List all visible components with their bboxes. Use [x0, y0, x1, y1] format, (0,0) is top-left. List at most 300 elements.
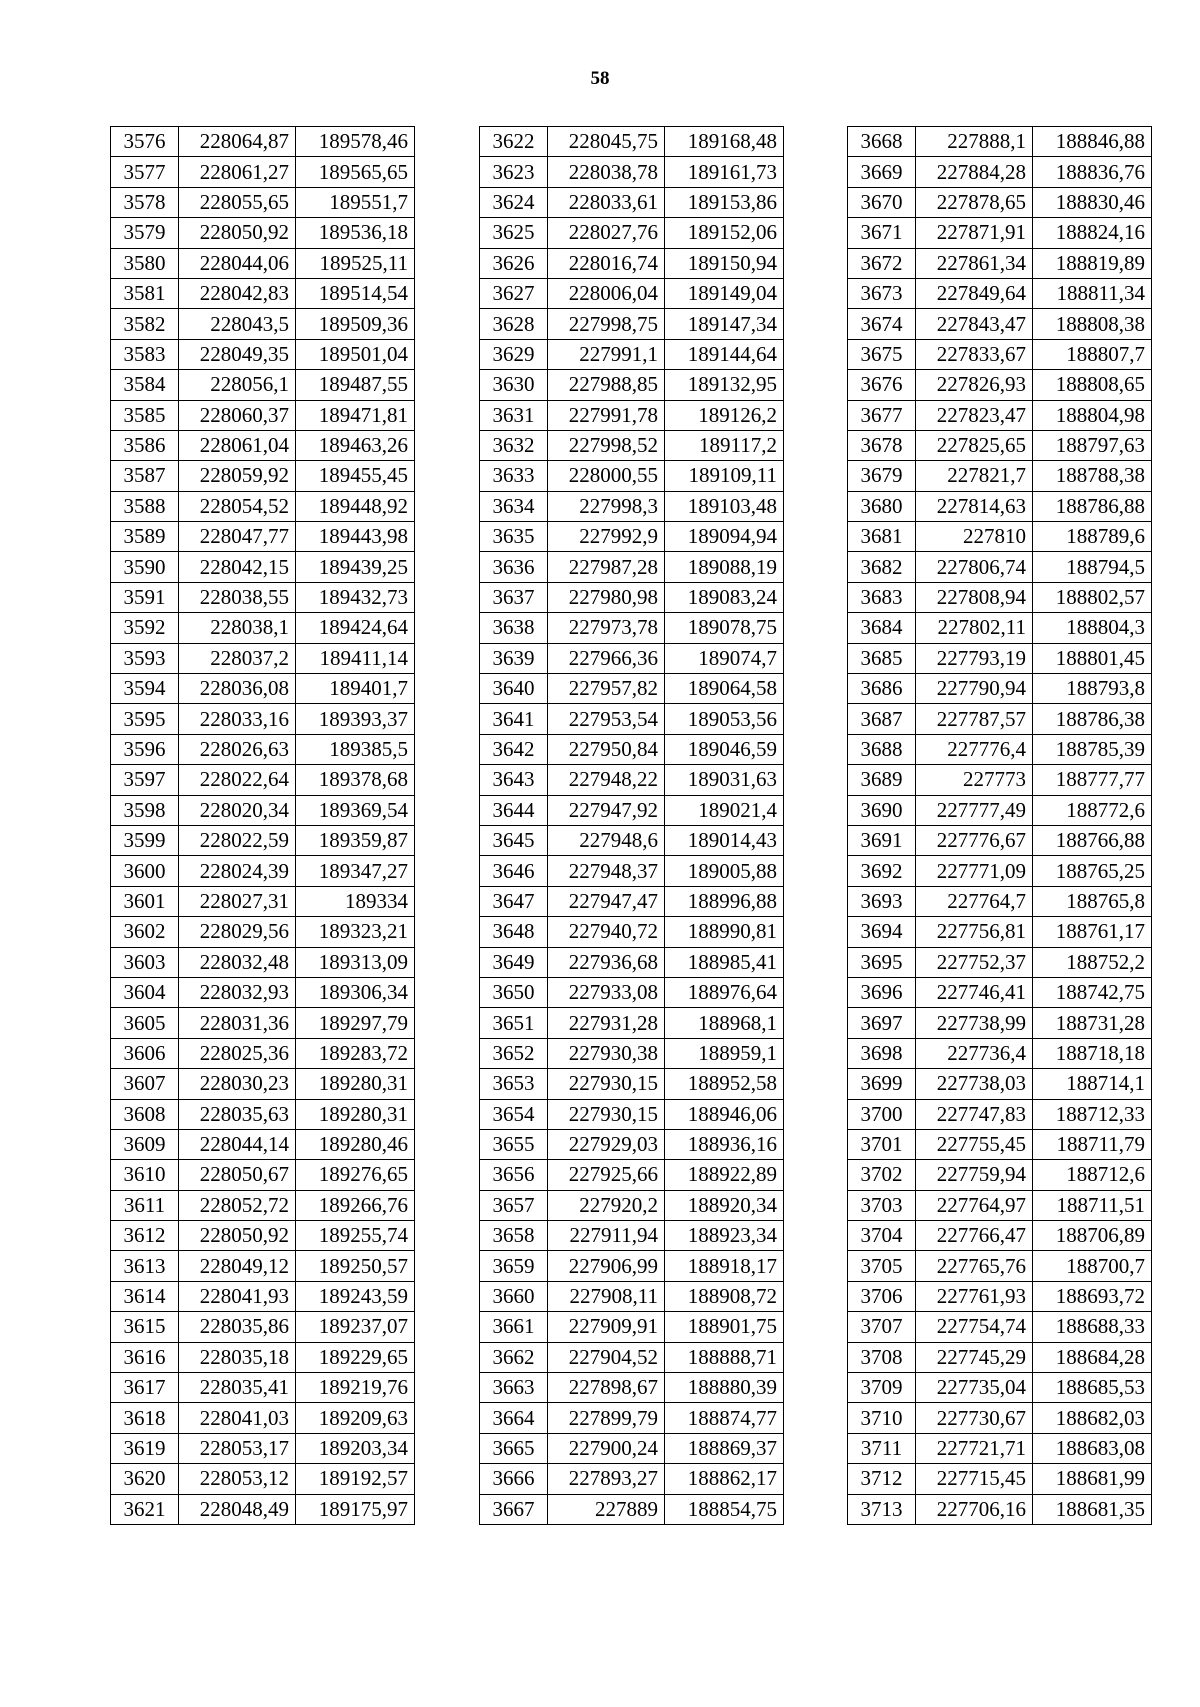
table-row: [480, 1099, 784, 1129]
table-row: [480, 157, 784, 187]
y-coordinate-cell: 188794,5: [1033, 552, 1152, 582]
y-coordinate-cell: 189083,24: [665, 582, 784, 612]
table-row: [111, 825, 415, 855]
x-coordinate-cell: 227823,47: [916, 400, 1033, 430]
table-row: [111, 1251, 415, 1281]
y-coordinate-cell: 188946,06: [665, 1099, 784, 1129]
y-coordinate-cell: 189455,45: [296, 461, 415, 491]
point-number-cell: 3667: [480, 1494, 548, 1524]
point-number-cell: 3708: [848, 1342, 916, 1372]
table-row: [848, 917, 1152, 947]
y-coordinate-cell: 188711,51: [1033, 1190, 1152, 1220]
table-row: [111, 1008, 415, 1038]
x-coordinate-cell: 227948,6: [548, 825, 665, 855]
table-row: [480, 218, 784, 248]
table-row: [848, 582, 1152, 612]
x-coordinate-cell: 227884,28: [916, 157, 1033, 187]
table-row: [848, 643, 1152, 673]
table-row: [480, 1221, 784, 1251]
table-row: [111, 582, 415, 612]
table-row: [848, 461, 1152, 491]
y-coordinate-cell: 188761,17: [1033, 917, 1152, 947]
y-coordinate-cell: 189378,68: [296, 765, 415, 795]
point-number-cell: 3674: [848, 309, 916, 339]
point-number-cell: 3700: [848, 1099, 916, 1129]
table-row: [480, 1342, 784, 1372]
table-row: [848, 765, 1152, 795]
y-coordinate-cell: 188976,64: [665, 977, 784, 1007]
point-number-cell: 3618: [111, 1403, 179, 1433]
point-number-cell: 3620: [111, 1464, 179, 1494]
x-coordinate-cell: 228032,48: [179, 947, 296, 977]
x-coordinate-cell: 228061,04: [179, 430, 296, 460]
table-row: [111, 704, 415, 734]
table-row: [111, 127, 415, 157]
x-coordinate-cell: 227973,78: [548, 613, 665, 643]
point-number-cell: 3660: [480, 1281, 548, 1311]
y-coordinate-cell: 188880,39: [665, 1373, 784, 1403]
point-number-cell: 3586: [111, 430, 179, 460]
y-coordinate-cell: 189463,26: [296, 430, 415, 460]
y-coordinate-cell: 189094,94: [665, 522, 784, 552]
x-coordinate-cell: 228053,12: [179, 1464, 296, 1494]
point-number-cell: 3669: [848, 157, 916, 187]
y-coordinate-cell: 189150,94: [665, 248, 784, 278]
y-coordinate-cell: 188789,6: [1033, 522, 1152, 552]
point-number-cell: 3638: [480, 613, 548, 643]
point-number-cell: 3661: [480, 1312, 548, 1342]
point-number-cell: 3610: [111, 1160, 179, 1190]
point-number-cell: 3679: [848, 461, 916, 491]
table-row: [111, 370, 415, 400]
point-number-cell: 3702: [848, 1160, 916, 1190]
y-coordinate-cell: 189297,79: [296, 1008, 415, 1038]
x-coordinate-cell: 227814,63: [916, 491, 1033, 521]
point-number-cell: 3627: [480, 278, 548, 308]
x-coordinate-cell: 227920,2: [548, 1190, 665, 1220]
x-coordinate-cell: 227849,64: [916, 278, 1033, 308]
point-number-cell: 3637: [480, 582, 548, 612]
table-row: [480, 765, 784, 795]
y-coordinate-cell: 188685,53: [1033, 1373, 1152, 1403]
y-coordinate-cell: 188804,3: [1033, 613, 1152, 643]
y-coordinate-cell: 189323,21: [296, 917, 415, 947]
table-row: [848, 127, 1152, 157]
point-number-cell: 3665: [480, 1433, 548, 1463]
table-row: [480, 187, 784, 217]
table-row: [480, 278, 784, 308]
x-coordinate-cell: 227745,29: [916, 1342, 1033, 1372]
x-coordinate-cell: 227987,28: [548, 552, 665, 582]
x-coordinate-cell: 228045,75: [548, 127, 665, 157]
coordinates-table-2: [479, 126, 784, 1525]
x-coordinate-cell: 227756,81: [916, 917, 1033, 947]
point-number-cell: 3691: [848, 825, 916, 855]
table-row: [111, 1494, 415, 1524]
point-number-cell: 3678: [848, 430, 916, 460]
x-coordinate-cell: 227947,92: [548, 795, 665, 825]
table-row: [480, 1373, 784, 1403]
x-coordinate-cell: 227833,67: [916, 339, 1033, 369]
point-number-cell: 3592: [111, 613, 179, 643]
x-coordinate-cell: 227790,94: [916, 674, 1033, 704]
table-row: [111, 613, 415, 643]
point-number-cell: 3704: [848, 1221, 916, 1251]
coordinates-table-1: [110, 126, 415, 1525]
y-coordinate-cell: 189175,97: [296, 1494, 415, 1524]
x-coordinate-cell: 227888,1: [916, 127, 1033, 157]
table-row: [848, 1433, 1152, 1463]
table-row: [480, 1403, 784, 1433]
table-row: [848, 1221, 1152, 1251]
table-row: [480, 856, 784, 886]
table-row: [848, 825, 1152, 855]
x-coordinate-cell: 228035,41: [179, 1373, 296, 1403]
x-coordinate-cell: 228049,35: [179, 339, 296, 369]
table-row: [848, 1403, 1152, 1433]
point-number-cell: 3623: [480, 157, 548, 187]
x-coordinate-cell: 228041,93: [179, 1281, 296, 1311]
y-coordinate-cell: 188681,35: [1033, 1494, 1152, 1524]
y-coordinate-cell: 189255,74: [296, 1221, 415, 1251]
point-number-cell: 3662: [480, 1342, 548, 1372]
y-coordinate-cell: 188683,08: [1033, 1433, 1152, 1463]
point-number-cell: 3653: [480, 1069, 548, 1099]
point-number-cell: 3603: [111, 947, 179, 977]
x-coordinate-cell: 227889: [548, 1494, 665, 1524]
y-coordinate-cell: 189053,56: [665, 704, 784, 734]
x-coordinate-cell: 227893,27: [548, 1464, 665, 1494]
point-number-cell: 3672: [848, 248, 916, 278]
table-row: [480, 127, 784, 157]
table-row: [848, 1464, 1152, 1494]
x-coordinate-cell: 228022,59: [179, 825, 296, 855]
y-coordinate-cell: 189064,58: [665, 674, 784, 704]
point-number-cell: 3683: [848, 582, 916, 612]
y-coordinate-cell: 189347,27: [296, 856, 415, 886]
y-coordinate-cell: 188811,34: [1033, 278, 1152, 308]
table-row: [480, 1008, 784, 1038]
point-number-cell: 3619: [111, 1433, 179, 1463]
x-coordinate-cell: 228035,86: [179, 1312, 296, 1342]
x-coordinate-cell: 228050,92: [179, 218, 296, 248]
point-number-cell: 3711: [848, 1433, 916, 1463]
table-row: [848, 339, 1152, 369]
y-coordinate-cell: 189283,72: [296, 1038, 415, 1068]
table-row: [111, 1342, 415, 1372]
point-number-cell: 3602: [111, 917, 179, 947]
table-row: [848, 1373, 1152, 1403]
y-coordinate-cell: 189266,76: [296, 1190, 415, 1220]
table-row: [480, 674, 784, 704]
x-coordinate-cell: 227998,75: [548, 309, 665, 339]
y-coordinate-cell: 189132,95: [665, 370, 784, 400]
table-row: [848, 734, 1152, 764]
y-coordinate-cell: 189280,31: [296, 1069, 415, 1099]
x-coordinate-cell: 228024,39: [179, 856, 296, 886]
y-coordinate-cell: 188808,65: [1033, 370, 1152, 400]
x-coordinate-cell: 228038,55: [179, 582, 296, 612]
point-number-cell: 3656: [480, 1160, 548, 1190]
y-coordinate-cell: 189243,59: [296, 1281, 415, 1311]
table-row: [848, 886, 1152, 916]
table-row: [848, 278, 1152, 308]
point-number-cell: 3600: [111, 856, 179, 886]
point-number-cell: 3687: [848, 704, 916, 734]
table-row: [111, 1312, 415, 1342]
point-number-cell: 3611: [111, 1190, 179, 1220]
table-row: [848, 1251, 1152, 1281]
y-coordinate-cell: 188819,89: [1033, 248, 1152, 278]
x-coordinate-cell: 228026,63: [179, 734, 296, 764]
table-row: [111, 309, 415, 339]
x-coordinate-cell: 227988,85: [548, 370, 665, 400]
y-coordinate-cell: 189203,34: [296, 1433, 415, 1463]
y-coordinate-cell: 189565,65: [296, 157, 415, 187]
y-coordinate-cell: 188854,75: [665, 1494, 784, 1524]
y-coordinate-cell: 189161,73: [665, 157, 784, 187]
table-row: [848, 1281, 1152, 1311]
x-coordinate-cell: 227738,99: [916, 1008, 1033, 1038]
y-coordinate-cell: 189168,48: [665, 127, 784, 157]
y-coordinate-cell: 188862,17: [665, 1464, 784, 1494]
x-coordinate-cell: 227736,4: [916, 1038, 1033, 1068]
point-number-cell: 3709: [848, 1373, 916, 1403]
x-coordinate-cell: 228059,92: [179, 461, 296, 491]
x-coordinate-cell: 227825,65: [916, 430, 1033, 460]
y-coordinate-cell: 189103,48: [665, 491, 784, 521]
y-coordinate-cell: 189525,11: [296, 248, 415, 278]
y-coordinate-cell: 189401,7: [296, 674, 415, 704]
y-coordinate-cell: 188765,8: [1033, 886, 1152, 916]
y-coordinate-cell: 188888,71: [665, 1342, 784, 1372]
point-number-cell: 3643: [480, 765, 548, 795]
x-coordinate-cell: 228033,61: [548, 187, 665, 217]
table-row: [480, 734, 784, 764]
y-coordinate-cell: 188959,1: [665, 1038, 784, 1068]
x-coordinate-cell: 227761,93: [916, 1281, 1033, 1311]
table-row: [111, 977, 415, 1007]
x-coordinate-cell: 228047,77: [179, 522, 296, 552]
y-coordinate-cell: 188874,77: [665, 1403, 784, 1433]
y-coordinate-cell: 189078,75: [665, 613, 784, 643]
point-number-cell: 3585: [111, 400, 179, 430]
y-coordinate-cell: 188804,98: [1033, 400, 1152, 430]
y-coordinate-cell: 188936,16: [665, 1129, 784, 1159]
x-coordinate-cell: 228030,23: [179, 1069, 296, 1099]
y-coordinate-cell: 189144,64: [665, 339, 784, 369]
y-coordinate-cell: 188718,18: [1033, 1038, 1152, 1068]
y-coordinate-cell: 189147,34: [665, 309, 784, 339]
point-number-cell: 3689: [848, 765, 916, 795]
point-number-cell: 3692: [848, 856, 916, 886]
table-row: [480, 1281, 784, 1311]
y-coordinate-cell: 188712,6: [1033, 1160, 1152, 1190]
x-coordinate-cell: 228000,55: [548, 461, 665, 491]
y-coordinate-cell: 189578,46: [296, 127, 415, 157]
y-coordinate-cell: 188923,34: [665, 1221, 784, 1251]
y-coordinate-cell: 189487,55: [296, 370, 415, 400]
y-coordinate-cell: 188700,7: [1033, 1251, 1152, 1281]
table-row: [111, 1129, 415, 1159]
x-coordinate-cell: 227957,82: [548, 674, 665, 704]
point-number-cell: 3648: [480, 917, 548, 947]
table-row: [111, 1069, 415, 1099]
x-coordinate-cell: 228035,63: [179, 1099, 296, 1129]
x-coordinate-cell: 227906,99: [548, 1251, 665, 1281]
point-number-cell: 3609: [111, 1129, 179, 1159]
table-row: [111, 886, 415, 916]
point-number-cell: 3647: [480, 886, 548, 916]
coordinates-table-3: [847, 126, 1152, 1525]
x-coordinate-cell: 228037,2: [179, 643, 296, 673]
y-coordinate-cell: 188996,88: [665, 886, 784, 916]
x-coordinate-cell: 228052,72: [179, 1190, 296, 1220]
x-coordinate-cell: 228031,36: [179, 1008, 296, 1038]
table-row: [848, 1069, 1152, 1099]
y-coordinate-cell: 189046,59: [665, 734, 784, 764]
x-coordinate-cell: 227911,94: [548, 1221, 665, 1251]
y-coordinate-cell: 188693,72: [1033, 1281, 1152, 1311]
y-coordinate-cell: 189074,7: [665, 643, 784, 673]
table-row: [480, 522, 784, 552]
x-coordinate-cell: 227754,74: [916, 1312, 1033, 1342]
point-number-cell: 3641: [480, 704, 548, 734]
point-number-cell: 3606: [111, 1038, 179, 1068]
x-coordinate-cell: 227802,11: [916, 613, 1033, 643]
y-coordinate-cell: 189237,07: [296, 1312, 415, 1342]
y-coordinate-cell: 189117,2: [665, 430, 784, 460]
point-number-cell: 3654: [480, 1099, 548, 1129]
point-number-cell: 3649: [480, 947, 548, 977]
table-row: [480, 1190, 784, 1220]
x-coordinate-cell: 227721,71: [916, 1433, 1033, 1463]
point-number-cell: 3621: [111, 1494, 179, 1524]
x-coordinate-cell: 227966,36: [548, 643, 665, 673]
point-number-cell: 3712: [848, 1464, 916, 1494]
table-row: [111, 795, 415, 825]
x-coordinate-cell: 227948,22: [548, 765, 665, 795]
x-coordinate-cell: 227735,04: [916, 1373, 1033, 1403]
point-number-cell: 3584: [111, 370, 179, 400]
point-number-cell: 3593: [111, 643, 179, 673]
point-number-cell: 3582: [111, 309, 179, 339]
table-row: [480, 1433, 784, 1463]
table-row: [111, 400, 415, 430]
y-coordinate-cell: 188786,88: [1033, 491, 1152, 521]
point-number-cell: 3710: [848, 1403, 916, 1433]
point-number-cell: 3645: [480, 825, 548, 855]
point-number-cell: 3685: [848, 643, 916, 673]
point-number-cell: 3680: [848, 491, 916, 521]
table-row: [848, 1008, 1152, 1038]
table-row: [480, 613, 784, 643]
table-row: [111, 522, 415, 552]
x-coordinate-cell: 228036,08: [179, 674, 296, 704]
point-number-cell: 3681: [848, 522, 916, 552]
x-coordinate-cell: 227950,84: [548, 734, 665, 764]
y-coordinate-cell: 188869,37: [665, 1433, 784, 1463]
x-coordinate-cell: 227821,7: [916, 461, 1033, 491]
table-row: [111, 430, 415, 460]
point-number-cell: 3642: [480, 734, 548, 764]
table-row: [480, 309, 784, 339]
table-row: [111, 278, 415, 308]
y-coordinate-cell: 188731,28: [1033, 1008, 1152, 1038]
x-coordinate-cell: 227878,65: [916, 187, 1033, 217]
x-coordinate-cell: 228020,34: [179, 795, 296, 825]
x-coordinate-cell: 228049,12: [179, 1251, 296, 1281]
y-coordinate-cell: 189514,54: [296, 278, 415, 308]
y-coordinate-cell: 189153,86: [665, 187, 784, 217]
x-coordinate-cell: 227787,57: [916, 704, 1033, 734]
table-row: [480, 1494, 784, 1524]
point-number-cell: 3605: [111, 1008, 179, 1038]
table-row: [480, 552, 784, 582]
x-coordinate-cell: 228016,74: [548, 248, 665, 278]
y-coordinate-cell: 188684,28: [1033, 1342, 1152, 1372]
x-coordinate-cell: 227808,94: [916, 582, 1033, 612]
y-coordinate-cell: 188785,39: [1033, 734, 1152, 764]
x-coordinate-cell: 228033,16: [179, 704, 296, 734]
table-row: [848, 1129, 1152, 1159]
point-number-cell: 3581: [111, 278, 179, 308]
x-coordinate-cell: 227810: [916, 522, 1033, 552]
x-coordinate-cell: 227980,98: [548, 582, 665, 612]
y-coordinate-cell: 189501,04: [296, 339, 415, 369]
table-row: [480, 947, 784, 977]
point-number-cell: 3596: [111, 734, 179, 764]
x-coordinate-cell: 227904,52: [548, 1342, 665, 1372]
x-coordinate-cell: 227777,49: [916, 795, 1033, 825]
x-coordinate-cell: 227861,34: [916, 248, 1033, 278]
y-coordinate-cell: 188765,25: [1033, 856, 1152, 886]
point-number-cell: 3598: [111, 795, 179, 825]
table-row: [848, 1160, 1152, 1190]
table-row: [111, 734, 415, 764]
x-coordinate-cell: 227940,72: [548, 917, 665, 947]
table-row: [848, 947, 1152, 977]
point-number-cell: 3688: [848, 734, 916, 764]
table-row: [848, 856, 1152, 886]
point-number-cell: 3590: [111, 552, 179, 582]
x-coordinate-cell: 227991,1: [548, 339, 665, 369]
y-coordinate-cell: 189313,09: [296, 947, 415, 977]
x-coordinate-cell: 227746,41: [916, 977, 1033, 1007]
table-row: [848, 218, 1152, 248]
x-coordinate-cell: 227899,79: [548, 1403, 665, 1433]
table-row: [111, 461, 415, 491]
table-row: [848, 430, 1152, 460]
x-coordinate-cell: 228027,76: [548, 218, 665, 248]
y-coordinate-cell: 189219,76: [296, 1373, 415, 1403]
point-number-cell: 3655: [480, 1129, 548, 1159]
point-number-cell: 3682: [848, 552, 916, 582]
x-coordinate-cell: 227908,11: [548, 1281, 665, 1311]
table-row: [848, 1099, 1152, 1129]
x-coordinate-cell: 228050,67: [179, 1160, 296, 1190]
point-number-cell: 3624: [480, 187, 548, 217]
point-number-cell: 3650: [480, 977, 548, 1007]
x-coordinate-cell: 227992,9: [548, 522, 665, 552]
table-row: [480, 917, 784, 947]
y-coordinate-cell: 188824,16: [1033, 218, 1152, 248]
point-number-cell: 3604: [111, 977, 179, 1007]
x-coordinate-cell: 228041,03: [179, 1403, 296, 1433]
point-number-cell: 3663: [480, 1373, 548, 1403]
x-coordinate-cell: 227771,09: [916, 856, 1033, 886]
point-number-cell: 3676: [848, 370, 916, 400]
